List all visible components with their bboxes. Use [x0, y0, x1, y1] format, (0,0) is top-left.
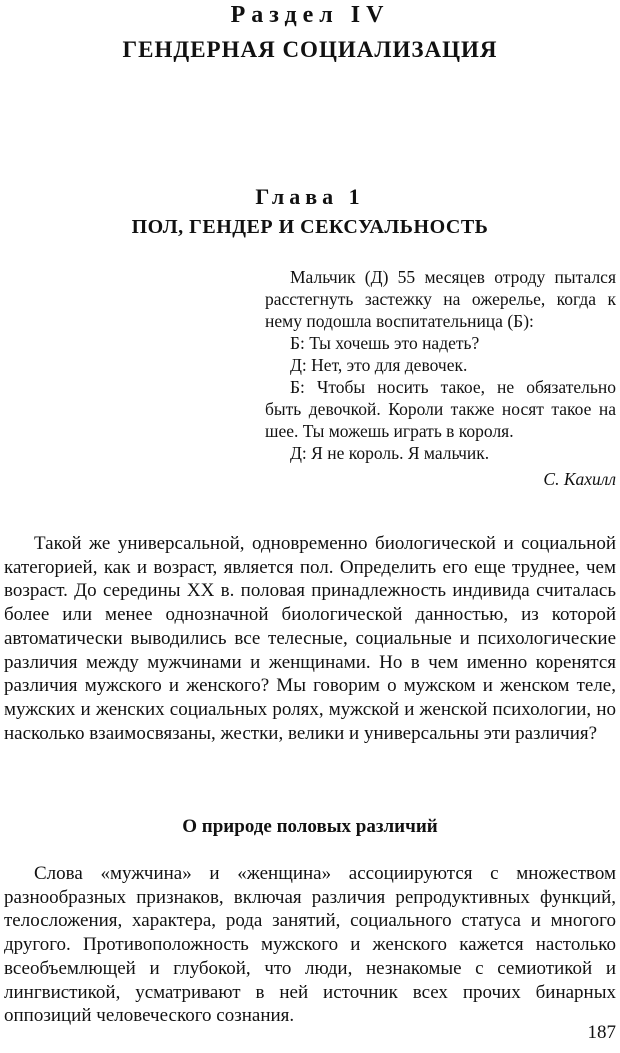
epigraph-dialogue-line: Д: Нет, это для девочек. — [290, 355, 468, 375]
chapter-label: Глава 1 — [255, 184, 365, 209]
paragraph-text: Такой же универсальной, одновременно биологической и социальной категорией, как и возраст, является пол. Определить его еще труднее, чем возраст. До середины XX в. половая принадлежность индивида считалась более или менее однозначной биологической данностью, из которой автоматически выводились все телесные, социальные и психологические различия между мужчинами и женщинами. Но в чем именно коренятся различия мужского и женского? Мы говорим о мужском и женском теле, мужских и женских социальных ролях, мужской и женской психологии, но насколько взаимосвязаны, жестки, велики и универсальны эти различия? — [4, 533, 616, 744]
epigraph-author: С. Кахилл — [543, 469, 616, 489]
epigraph-intro: Мальчик (Д) 55 месяцев отроду пытался расстегнуть застежку на ожерелье, когда к нему подошла воспитательница (Б): — [265, 267, 616, 331]
body-paragraph — [4, 862, 616, 1028]
epigraph-dialogue-line: Б: Чтобы носить такое, не обязательно быть девочкой. Короли также носят такое на шее. Ты можешь играть в короля. — [265, 377, 616, 441]
epigraph-dialogue-line: Д: Я не король. Я мальчик. — [290, 443, 490, 463]
chapter-title: ПОЛ, ГЕНДЕР И СЕКСУАЛЬНОСТЬ — [131, 216, 489, 238]
epigraph-dialogue-line: Б: Ты хочешь это надеть? — [290, 333, 480, 353]
section-label: Раздел IV — [230, 2, 390, 28]
paragraph-text: Слова «мужчина» и «женщина» ассоциируются с множеством разнообразных признаков, включая различия репродуктивных функций, телосложения, характера, рода занятий, социального статуса и многого другого. Противоположность мужского и женского кажется настолько всеобъемлющей и глубокой, что люди, незнакомые с семиотикой и лингвистикой, усматривают в ней источник всех прочих бинарных оппозиций человеческого сознания. — [4, 863, 616, 1027]
epigraph — [265, 266, 616, 490]
page-number: 187 — [587, 1022, 616, 1043]
body-paragraph — [4, 532, 616, 745]
subheading: О природе половых различий — [182, 816, 438, 837]
section-title: ГЕНДЕРНАЯ СОЦИАЛИЗАЦИЯ — [122, 37, 498, 62]
